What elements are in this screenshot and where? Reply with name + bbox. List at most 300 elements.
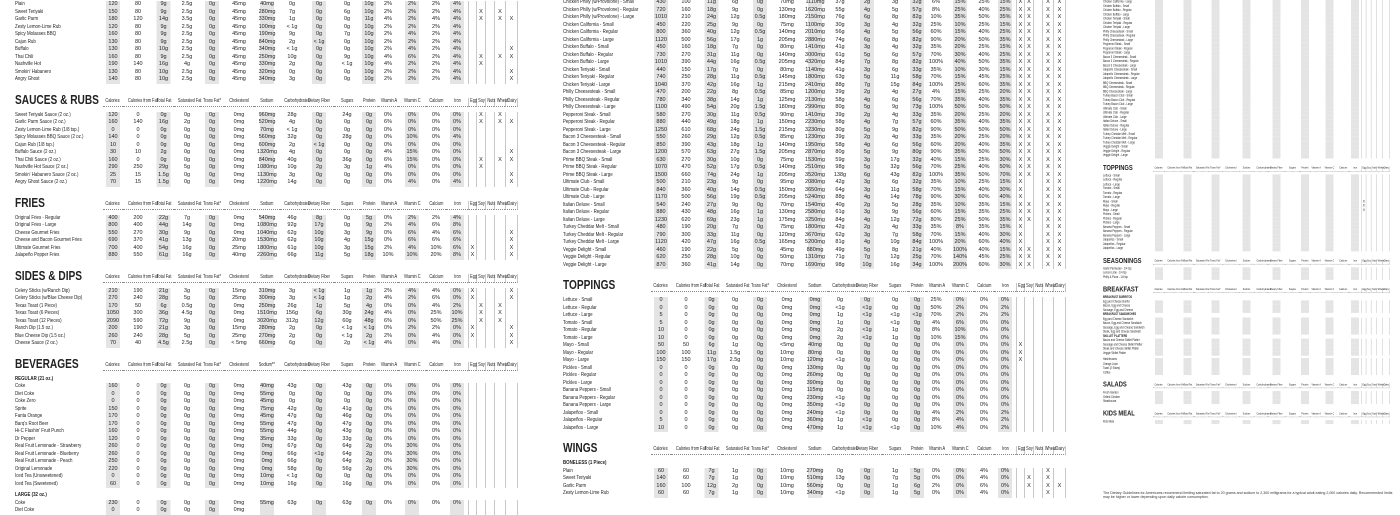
calcium-value (1337, 371, 1348, 375)
iron-value: 2% (994, 312, 1016, 320)
dietary-fiber-value (1268, 309, 1285, 313)
item-name-text: Veggie Skillet Platter (1103, 351, 1127, 355)
column-header-label: Calories from Fat (127, 200, 158, 207)
calories-from-fat-value: 190 (133, 325, 143, 331)
sugars-value: 0g (343, 16, 351, 22)
menu-item-row (563, 179, 1066, 187)
allergen-egg-value: X (1016, 262, 1024, 270)
cholesterol-value: 45mg (232, 31, 246, 37)
allergen-dairy-value (505, 421, 518, 429)
allergen-nuts-value (485, 295, 494, 303)
sugars-value: 0g (343, 1, 351, 7)
dietary-fiber-value: <1g (852, 425, 882, 433)
allergen-egg-value: X (1016, 37, 1024, 45)
item-name-text: Italian Deluxe - Small (1103, 119, 1127, 124)
vitamin-a-value: 25% (930, 21, 942, 28)
cholesterol-value: 85mg (780, 134, 794, 140)
allergen-nuts-value (1033, 112, 1042, 120)
allergen-wheat-value: X (1042, 134, 1053, 142)
carbohydrates-value: 3g (288, 171, 296, 178)
allergen-egg-value (468, 119, 476, 127)
sugars-value: 16g (890, 261, 900, 268)
calcium-value: 2% (432, 31, 440, 37)
sugars-value: 1g (891, 334, 899, 341)
sugars-value: 24g (342, 111, 352, 118)
dietary-fiber-value: 6g (304, 310, 334, 318)
allergen-egg-value (468, 507, 476, 515)
protein-value: 15g (360, 237, 378, 245)
column-header-dairy (1053, 446, 1066, 455)
carbohydrates-value (1254, 154, 1268, 158)
dietary-fiber-value: 0g (852, 387, 882, 395)
vitamin-c-value: 0% (946, 350, 974, 358)
allergen-egg-value: X (1016, 104, 1024, 112)
item-name-text: Plain (15, 1, 25, 7)
allergen-nuts-value (485, 24, 494, 32)
calories-value: 0 (103, 507, 123, 515)
iron-value: 0% (446, 436, 468, 444)
menu-item-row (15, 46, 518, 54)
allergen-egg-value: X (1016, 67, 1024, 75)
iron-value: 25% (994, 74, 1016, 82)
allergen-nuts-value (485, 1, 494, 9)
menu-item-row (563, 425, 1066, 433)
allergen-dairy-value (1053, 417, 1066, 425)
vitamin-a-value: 2% (384, 8, 392, 15)
column-header-label: Wheat (1377, 259, 1385, 263)
protein-value: 25g (908, 254, 926, 262)
dietary-fiber-value: 0g (304, 466, 334, 474)
sodium-value: 3250mg (802, 217, 828, 225)
menu-item-row (15, 458, 518, 466)
column-header-dietary-fiber (304, 274, 334, 283)
dietary-fiber-value (1268, 330, 1285, 334)
column-header-label: Trans Fat* (203, 200, 222, 207)
allergen-dairy-value (1382, 330, 1389, 334)
menu-item-row (15, 54, 518, 62)
trans-fat-value: 0g (748, 410, 772, 418)
allergen-soy-value (1024, 187, 1033, 195)
menu-item-row (563, 365, 1066, 373)
total-fat-value: 68g (701, 127, 722, 135)
column-header-iron (1349, 166, 1362, 171)
carbohydrates-value: 80g (835, 126, 845, 133)
carbohydrates-value: < 1g (286, 46, 298, 52)
allergen-dairy-value: X (505, 69, 518, 77)
item-name-text: BBQ Cheesesteak - Large (1103, 89, 1133, 94)
allergen-soy-value: X (1024, 475, 1033, 483)
menu-section (1103, 285, 1390, 375)
dietary-fiber-value: 3g (852, 232, 882, 240)
allergen-nuts-value (1033, 14, 1042, 22)
carbohydrates-value: 0g (836, 467, 844, 474)
cholesterol-value: 15mg (232, 325, 246, 331)
dietary-fiber-value: <1g (852, 305, 882, 313)
column-header-wheat (494, 200, 509, 210)
allergen-egg-value: X (1016, 82, 1024, 90)
iron-value: 35% (994, 97, 1016, 105)
protein-value: 0g (908, 365, 926, 373)
vitamin-c-value: 0% (398, 119, 426, 127)
column-header-label: Saturated Fat (1195, 166, 1210, 170)
allergen-soy-value (1024, 395, 1033, 403)
sugars-value: 11g (890, 186, 900, 193)
menu-item-row (563, 305, 1066, 313)
menu-section (15, 93, 518, 187)
total-fat-value: 0g (153, 142, 174, 150)
item-name-text: Chicken California - Regular (563, 29, 619, 35)
iron-value: 0% (446, 149, 468, 157)
saturated-fat-value: 2.5g (181, 76, 193, 82)
allergen-wheat-value (1042, 297, 1053, 305)
menu-section (15, 1, 518, 84)
trans-fat-value: 0g (748, 7, 772, 15)
allergen-soy-value (1024, 335, 1033, 343)
saturated-fat-value: 0g (183, 458, 191, 464)
carbohydrates-value: 3g (288, 295, 296, 301)
allergen-egg-value (1016, 468, 1024, 476)
protein-value: 0g (360, 421, 378, 429)
allergen-dairy-value: X (505, 252, 518, 260)
item-name (563, 22, 651, 30)
iron-value: 2% (446, 303, 468, 311)
item-name (1103, 351, 1153, 355)
vitamin-c-value: 0% (946, 342, 974, 350)
item-name-text: Veggie Delight - Large (1103, 153, 1128, 158)
calories-from-fat-value: 0 (136, 435, 140, 442)
protein-value: 58g (908, 74, 926, 82)
vitamin-a-value: 10% (382, 252, 394, 258)
sodium-value: 330mg (254, 16, 280, 24)
allergen-nuts-value (1033, 59, 1042, 67)
total-fat-value: 38g (701, 97, 722, 105)
column-header-label: Calories (653, 446, 669, 452)
protein-value: 10g (360, 69, 378, 77)
calcium-value: 50% (978, 216, 990, 223)
carbohydrates-value: 61g (835, 209, 845, 215)
allergen-dairy-value (505, 507, 518, 515)
protein-value (1300, 276, 1310, 280)
calories-value: 500 (651, 179, 671, 187)
vitamin-c-value: 6% (398, 54, 426, 62)
total-fat-value: 48g (701, 209, 722, 217)
iron-value: 0% (994, 387, 1016, 395)
vitamin-c-value: 35% (946, 119, 974, 127)
sugars-value: 0g (343, 119, 351, 125)
allergen-soy-value: X (1024, 29, 1033, 37)
vitamin-a-value: 0% (384, 141, 392, 148)
calories-from-fat-value: 430 (681, 209, 691, 215)
vitamin-a-value: 0% (384, 214, 392, 221)
item-name (1103, 400, 1153, 404)
item-name-text: Zesty Lemon-Lime Rub (15, 23, 61, 30)
calcium-value (1337, 351, 1348, 355)
protein-value: 0g (908, 297, 926, 305)
total-fat-value: 30g (701, 112, 722, 120)
column-header-trans-fat (748, 446, 772, 455)
protein-value: 0g (360, 406, 378, 414)
dietary-fiber-value: 0g (304, 406, 334, 414)
item-name (15, 76, 103, 84)
column-header-label: Wheat (1377, 383, 1385, 387)
calories-value: 10 (651, 327, 671, 335)
total-fat-value: 0g (153, 406, 174, 414)
carbohydrates-value: 1g (288, 16, 296, 22)
allergen-egg-value: X (1016, 59, 1024, 67)
vitamin-c-value (1321, 420, 1337, 424)
column-header-label: Protein (1301, 383, 1309, 387)
allergen-wheat-value: X (1042, 224, 1053, 232)
allergen-soy-value (476, 134, 485, 142)
vitamin-c-value: 20% (946, 142, 974, 150)
sugars-value: 47g (342, 420, 352, 427)
column-header-vitamin-c (1321, 259, 1337, 264)
allergen-soy-value: X (1024, 97, 1033, 105)
vitamin-a-value: 0% (932, 402, 940, 408)
calcium-value: 60% (978, 81, 990, 88)
column-header-total-fat (1182, 166, 1194, 171)
calories-value: 470 (651, 89, 671, 97)
sodium-value: 310mg (254, 288, 280, 296)
sugars-value: 6g (891, 66, 899, 73)
menu-item-row (563, 224, 1066, 232)
allergen-egg-value: X (1016, 134, 1024, 142)
vitamin-c-value (1321, 371, 1337, 375)
dietary-fiber-value: 10g (852, 262, 882, 270)
vitamin-c-value: 4% (946, 417, 974, 425)
column-header-calcium (1337, 166, 1348, 171)
calories-value: 250 (103, 458, 123, 466)
trans-fat-value: 0g (200, 127, 224, 135)
allergen-dairy-value (1382, 154, 1389, 158)
iron-value: 6% (446, 245, 468, 253)
allergen-wheat-value (494, 172, 505, 180)
column-header-label: Wheat (1044, 446, 1057, 452)
saturated-fat-value: 1.5g (729, 349, 741, 356)
item-name (563, 468, 651, 476)
column-header-label: Dietary Fiber (1269, 411, 1283, 416)
calcium-value: 40% (978, 246, 990, 253)
sugars-value: 7g (891, 475, 899, 481)
iron-value: 6% (446, 230, 468, 238)
calories-value: 1010 (651, 14, 671, 22)
cholesterol-value: 0mg (781, 364, 793, 371)
calcium-value: 0% (432, 398, 440, 404)
vitamin-c-value: 2% (946, 410, 974, 418)
column-header-label: Protein (362, 97, 376, 104)
cholesterol-value: 165mg (778, 239, 796, 245)
trans-fat-value (1208, 154, 1222, 158)
vitamin-c-value: 20% (946, 44, 974, 52)
menu-item-row (15, 69, 518, 77)
allergen-soy-value (1024, 312, 1033, 320)
sugars-value: 30g (342, 310, 352, 316)
vitamin-a-value: 2% (384, 23, 392, 30)
vitamin-a-value: 0% (384, 229, 392, 236)
section-title-text: FRIES (15, 194, 45, 210)
allergen-nuts-value (1033, 194, 1042, 202)
vitamin-c-value: 100% (946, 247, 974, 255)
column-header-label: Protein (910, 446, 924, 452)
column-header-label: Saturated Fat (1195, 383, 1210, 387)
column-header-label: Sodium (260, 97, 274, 104)
column-header-cholesterol (1222, 166, 1239, 171)
calories-from-fat-value: 500 (681, 36, 691, 43)
total-fat-value: 28g (153, 333, 174, 341)
cholesterol-value: < 5mg (231, 340, 247, 346)
saturated-fat-value: 0g (731, 387, 739, 393)
allergen-dairy-value (505, 164, 518, 172)
calories-value: 870 (651, 262, 671, 270)
dietary-fiber-value: 5g (852, 74, 882, 82)
calcium-value: 0% (432, 171, 440, 178)
item-name-text: Smokin' Habanero Sauce (2 oz.) (15, 171, 79, 178)
item-name-text: Jalapeños - Large (563, 424, 599, 431)
allergen-soy-value (476, 406, 485, 414)
vitamin-a-value: 0% (384, 111, 392, 118)
cholesterol-value: 130mg (778, 209, 796, 215)
item-name (563, 194, 651, 202)
column-header-sugars (1285, 383, 1300, 388)
allergen-dairy-value: X (1053, 7, 1066, 15)
carbohydrates-value: 39g (835, 89, 845, 95)
protein-value: 33g (908, 134, 926, 142)
carbohydrates-value: 2g (288, 141, 296, 148)
calories-value: 1170 (651, 194, 671, 202)
allergen-nuts-value (485, 134, 494, 142)
sugars-value: 28g (342, 134, 352, 140)
allergen-egg-value (468, 31, 476, 39)
column-header-label: Calories from Fat (1167, 411, 1185, 416)
dietary-fiber-value: 0g (852, 402, 882, 410)
dietary-fiber-value: 0g (304, 149, 334, 157)
column-header-label: Soy (1366, 411, 1371, 416)
iron-value: 30% (994, 157, 1016, 165)
item-name (15, 9, 103, 17)
allergen-wheat-value (494, 466, 505, 474)
allergen-soy-value: X (476, 61, 485, 69)
sugars-value: 64g (342, 443, 352, 449)
total-fat-value: 21g (153, 288, 174, 296)
allergen-wheat-value: X (1042, 37, 1053, 45)
calories-from-fat-value: 140 (133, 61, 143, 67)
calcium-value: 2% (432, 23, 440, 30)
item-name-text: Pepperoni Steak - Large (1103, 51, 1131, 55)
calcium-value: 4% (432, 332, 440, 339)
carbohydrates-value: 74g (835, 36, 845, 43)
vitamin-c-value: 0% (946, 297, 974, 305)
sugars-value (1285, 247, 1300, 251)
allergen-soy-value: X (1024, 112, 1033, 120)
vitamin-c-value: 0% (946, 387, 974, 395)
item-name-text: Ultimate Club - Large (1103, 115, 1127, 119)
sugars-value: 10g (890, 239, 900, 245)
sodium-value: 3020mg (254, 318, 280, 326)
sodium-value: 330mg (254, 61, 280, 69)
column-header-label: Vitamin A (928, 283, 946, 289)
protein-value: 10g (360, 24, 378, 32)
vitamin-a-value: 70% (930, 231, 942, 238)
protein-value: 0g (908, 305, 926, 313)
trans-fat-value (1208, 247, 1222, 251)
allergen-nuts-value (485, 507, 494, 515)
dietary-fiber-value (1268, 400, 1285, 404)
total-fat-value: 0g (701, 402, 722, 410)
column-header-calories-from-fat (1165, 166, 1185, 171)
column-header-protein (360, 98, 378, 107)
sugars-value: 0g (343, 214, 351, 221)
allergen-nuts-value (1033, 239, 1042, 247)
allergen-wheat-value: X (1042, 157, 1053, 165)
total-fat-value: 44g (701, 59, 722, 67)
dietary-fiber-value: 0g (304, 428, 334, 436)
cholesterol-value: 215mg (778, 126, 796, 133)
item-name (1103, 276, 1153, 280)
calcium-value: 2% (432, 46, 440, 52)
protein-value: 57g (908, 119, 926, 127)
column-header-egg (468, 98, 476, 107)
column-header-saturated-fat (174, 274, 200, 283)
calories-from-fat-value: 50 (134, 302, 142, 309)
dietary-fiber-value: 4g (852, 217, 882, 225)
trans-fat-value: 0g (200, 9, 224, 17)
calories-from-fat-value (1165, 400, 1182, 404)
column-header-carbohydrates (1254, 383, 1272, 388)
dietary-fiber-value: 0g (852, 490, 882, 498)
menu-item-row (563, 14, 1066, 22)
allergen-egg-value (1016, 305, 1024, 313)
column-header-dairy (505, 274, 518, 283)
saturated-fat-value: 2.5g (181, 1, 193, 7)
column-header-sodium (802, 283, 828, 292)
dietary-fiber-value: 0g (304, 69, 334, 77)
item-name (15, 318, 103, 326)
calories-from-fat-value: 60 (682, 467, 690, 474)
item-name-text: Bacon 3 Cheesesteak - Large (1103, 64, 1137, 68)
sodium-value: 520mg (254, 119, 280, 127)
carbohydrates-value: 80g (835, 149, 845, 155)
calories-from-fat-value: 620 (681, 216, 691, 223)
column-header-protein (1300, 412, 1310, 417)
column-header-trans-fat (200, 274, 224, 283)
calcium-value: 0% (980, 387, 988, 393)
sodium-value: 2150mg (802, 14, 828, 22)
allergen-soy-value (1024, 380, 1033, 388)
cholesterol-value: 0mg (233, 473, 245, 479)
allergen-soy-value (476, 428, 485, 436)
vitamin-c-value: 0% (398, 340, 426, 348)
allergen-dairy-value (1053, 468, 1066, 476)
calories-value: 580 (651, 112, 671, 120)
column-header-cholesterol (224, 201, 254, 210)
calcium-value: 2% (432, 53, 440, 60)
carbohydrates-value: 98g (835, 164, 845, 170)
allergen-wheat-value (494, 245, 505, 253)
total-fat-value: 25g (701, 22, 722, 30)
item-name (15, 215, 103, 223)
vitamin-c-value: 2% (398, 24, 426, 32)
cholesterol-value: 70mg (780, 0, 794, 5)
sugars-value: 64g (342, 458, 352, 464)
calcium-value (1337, 309, 1348, 313)
vitamin-c-value: 0% (398, 310, 426, 318)
dietary-fiber-value: < 1g (304, 288, 334, 296)
column-header-label: Calories (1154, 287, 1163, 292)
cholesterol-value: 75mg (780, 156, 794, 163)
sodium-value: 350mg (802, 402, 828, 410)
calories-from-fat-value: 400 (133, 222, 143, 228)
vitamin-c-value: 50% (946, 104, 974, 112)
